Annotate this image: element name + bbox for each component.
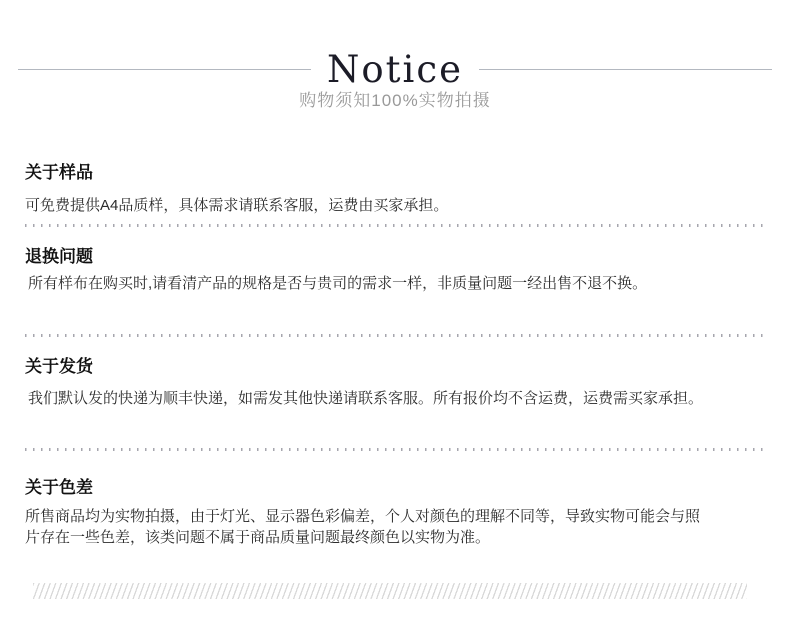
title-right-rule <box>479 69 772 70</box>
section-returns <box>25 248 765 294</box>
body-line: 可免费提供A4品质样，具体需求请联系客服，运费由买家承担。 <box>25 197 449 215</box>
section-shipping <box>25 358 765 409</box>
section-body <box>25 195 765 216</box>
dotted-divider <box>25 448 765 451</box>
body-line: 所有样布在购买时,请看清产品的规格是否与贵司的需求一样，非质量问题一经出售不退不换。 <box>28 275 648 293</box>
title-left-rule <box>18 69 311 70</box>
section-body <box>25 388 765 409</box>
section-body <box>25 506 765 548</box>
section-samples <box>25 164 765 216</box>
page-subtitle: 购物须知100%实物拍摄 <box>299 91 491 110</box>
body-line: 我们默认发的快递为顺丰快递，如需发其他快递请联系客服。所有报价均不含运费，运费需买家承担。 <box>28 389 704 407</box>
notice-content <box>0 164 790 598</box>
section-heading: 关于样品 <box>25 163 93 183</box>
page-title: Notice <box>327 47 463 91</box>
body-line: 片存在一些色差，该类问题不属于商品质量问题最终颜色以实物为准。 <box>25 528 491 546</box>
body-line: 所售商品均为实物拍摄，由于灯光、显示器色彩偏差，个人对颜色的理解不同等，导致实物可能会与照 <box>25 507 701 525</box>
dotted-divider <box>25 224 765 227</box>
section-heading: 退换问题 <box>25 247 93 267</box>
section-heading: 关于发货 <box>25 357 93 377</box>
diagonal-stripes-divider <box>33 583 747 599</box>
notice-header <box>18 47 772 91</box>
section-heading: 关于色差 <box>25 477 93 497</box>
dotted-divider <box>25 334 765 337</box>
section-body <box>25 273 765 294</box>
section-color-difference <box>25 479 765 548</box>
